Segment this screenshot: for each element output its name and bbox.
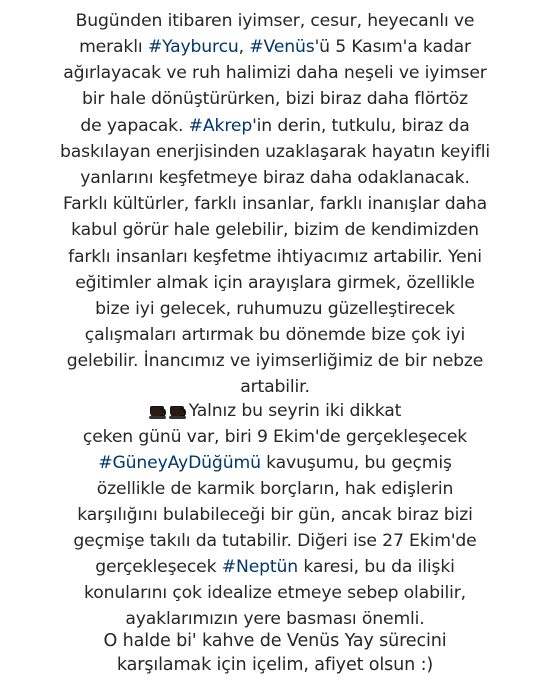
hashtag-akrep[interactable]: #Akrep (188, 116, 253, 136)
caption-line: baskılayan enerjisinden uzaklaşarak hayatın keyifli (59, 142, 491, 162)
caption-line: artabilir. (240, 377, 310, 397)
hashtag-venus[interactable]: #Venüs (249, 37, 315, 57)
coffee-cup-icon (169, 402, 186, 419)
hashtag-guneyaydugumu[interactable]: #GüneyAyDüğümü (98, 453, 261, 473)
caption-line: yanlarını keşfetmeye biraz daha odaklanacak. (80, 168, 470, 188)
caption-line: karşılığını bulabileceği bir gün, ancak biraz bizi (77, 505, 473, 525)
caption-line: eğitimler almak için arayışlara girmek, özellikle (75, 273, 475, 293)
caption-line: özellikle de karmik borçların, hak edişlerin (96, 479, 454, 499)
caption-line: konularını çok idealize etmeye sebep olabilir, (84, 583, 466, 603)
caption-line: geçmişe takılı da tutabilir. Diğeri ise 27 Ekim'de (73, 531, 477, 551)
caption-line: meraklı #Yayburcu, #Venüs'ü 5 Kasım'a kadar (79, 37, 471, 57)
caption-line: de yapacak. #Akrep'in derin, tutkulu, biraz da (80, 116, 470, 136)
caption-line: ayaklarımızın yere basması önemli. (125, 609, 425, 629)
caption-line: gelebilir. İnancımız ve iyimserliğimiz de bir nebze (66, 351, 484, 371)
caption-line: farklı insanları keşfetme ihtiyacımız artabilir. Yeni (68, 247, 482, 267)
hashtag-yayburcu[interactable]: #Yayburcu (147, 37, 239, 57)
caption-line: çalışmaları artırmak bu dönemde bize çok iyi (84, 325, 466, 345)
hashtag-neptun[interactable]: #Neptün (221, 557, 299, 577)
caption-line: ağırlayacak ve ruh halimizi daha neşeli ve iyimser (63, 63, 487, 83)
caption-line: O halde bi' kahve de Venüs Yay sürecini (103, 631, 447, 651)
caption-line: Yalnız bu seyrin iki dikkat (0, 398, 550, 424)
caption-line: kabul görür hale gelebilir, bizim de kendimizden (71, 220, 479, 240)
caption-line: bir hale dönüştürürken, bizi biraz daha flörtöz (81, 89, 469, 109)
caption-line: bize iyi gelecek, ruhumuzu güzelleştirecek (95, 299, 455, 319)
caption-line: çeken günü var, biri 9 Ekim'de gerçekleşecek (82, 427, 468, 447)
caption-line: Bugünden itibaren iyimser, cesur, heyecanlı ve (75, 11, 475, 31)
caption-line: #GüneyAyDüğümü kavuşumu, bu geçmiş (98, 453, 452, 473)
caption-line: Farklı kültürler, farklı insanlar, farklı inanışlar daha (62, 194, 488, 214)
coffee-cup-icon (149, 402, 166, 419)
caption-line: karşılamak için içelim, afiyet olsun :) (116, 655, 434, 675)
caption-line: gerçekleşecek #Neptün karesi, bu da ilişki (95, 557, 455, 577)
